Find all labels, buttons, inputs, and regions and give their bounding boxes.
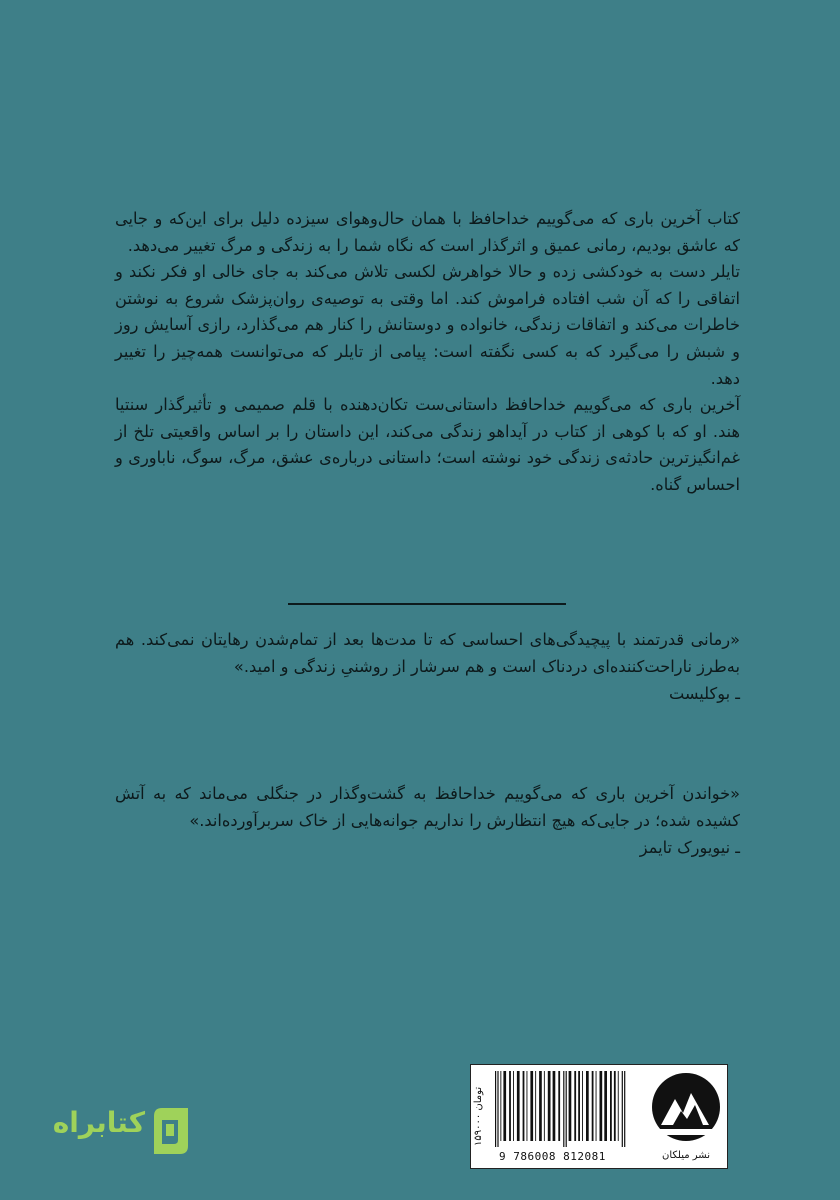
mountain-logo-icon (651, 1069, 721, 1147)
barcode-bar (500, 1071, 501, 1141)
barcode-bar (497, 1071, 498, 1147)
barcode-bar (569, 1071, 572, 1141)
barcode-bar (600, 1071, 603, 1141)
barcode-bar (530, 1071, 533, 1141)
barcode-bar (596, 1071, 597, 1141)
barcode-bar (624, 1071, 625, 1147)
barcode-bar (513, 1071, 514, 1141)
barcode-bar (604, 1071, 607, 1141)
barcode-bar (622, 1071, 623, 1147)
isbn-barcode (493, 1071, 643, 1147)
review-quote-booklist (115, 626, 740, 707)
divider-line (288, 603, 566, 605)
barcode-bar (592, 1071, 594, 1141)
barcode-bar (544, 1071, 545, 1141)
blurb-paragraph-2: تایلر دست به خودکشی زده و حالا خواهرش لکسی تلاش می‌کند به جای خالی او فکر نکند و اتفاقی را که آن شب افتاده فراموش کند. اما وقتی به توصیه‌ی روان‌پزشک شروع به نوشتن خاطرات می‌کند و اتفاقات زندگی، خانواده و دوستانش را کنار هم می‌گذارد، رازی آسایش روز و شبش را می‌گیرد که به کسی نگفته است: پیامی از تایلر که می‌توانست همه‌چیز را تغییر دهد. (115, 262, 740, 388)
barcode-panel (470, 1064, 728, 1169)
barcode-bar (527, 1071, 528, 1141)
blurb-paragraph-3: آخرین باری که می‌گوییم خداحافظ داستانی‌ست تکان‌دهنده با قلم صمیمی و تأثیرگذار سنتیا هند. او که با کوهی از کتاب در آیداهو زندگی می‌کند، این داستان را بر اساس واقعیتی تلخ از غم‌انگیزترین حادثه‌ی زندگی خود نوشته است؛ داستانی درباره‌ی عشق، مرگ، سوگ، ناباوری و احساس گناه. (115, 395, 740, 494)
ketabrah-watermark (40, 1102, 192, 1162)
back-cover-blurb (115, 206, 740, 499)
barcode-bar (548, 1071, 551, 1141)
barcode-bar (586, 1071, 589, 1141)
barcode-bar (523, 1071, 525, 1141)
barcode-bar (517, 1071, 520, 1141)
book-logo-icon (148, 1102, 194, 1158)
review-quote-nyt (115, 780, 740, 861)
barcode-bar (574, 1071, 576, 1141)
publisher-name: نشر میلکان (662, 1150, 710, 1161)
quote-source: ـ نیویورک تایمز (639, 838, 740, 857)
barcode-bar (618, 1071, 619, 1141)
barcode-bar (558, 1071, 560, 1141)
barcode-bar (614, 1071, 616, 1141)
barcode-bar (509, 1071, 511, 1141)
barcode-bar (553, 1071, 556, 1141)
barcode-bar (495, 1071, 496, 1147)
blurb-paragraph-1: کتاب آخرین باری که می‌گوییم خداحافظ با همان حال‌وهوای سیزده دلیل برای این‌که و جایی که عاشق بودیم، رمانی عمیق و اثرگذار است که نگاه شما را به زندگی و مرگ تغییر می‌دهد. (115, 209, 740, 255)
barcode-bar (503, 1071, 506, 1141)
quote-text: «رمانی قدرتمند با پیچیدگی‌های احساسی که تا مدت‌ها بعد از تمام‌شدن رهایتان نمی‌کند. هم به‌طرز ناراحت‌کننده‌ای دردناک است و هم سرشار از روشنیِ زندگی و امید.» (115, 630, 740, 676)
quote-text: «خواندن آخرین باری که می‌گوییم خداحافظ به گشت‌وگذار در جنگلی می‌ماند که به آتش کشیده شده؛ در جایی‌که هیچ انتظارش را نداریم جوانه‌هایی از خاک سربرآورده‌اند.» (115, 784, 740, 830)
brand-name: کتابراه (52, 1106, 145, 1139)
barcode-bar (535, 1071, 536, 1141)
publisher-logo (646, 1069, 726, 1166)
price-label: ۱۵۹۰۰۰ تومان (473, 1086, 484, 1147)
barcode-bar (582, 1071, 583, 1141)
barcode-bar (563, 1071, 564, 1147)
barcode-bar (539, 1071, 542, 1141)
barcode-bar (578, 1071, 580, 1141)
quote-source: ـ بوکلیست (668, 684, 740, 703)
isbn-number: 9 786008 812081 (499, 1150, 606, 1163)
barcode-bar (566, 1071, 567, 1147)
barcode-bar (610, 1071, 612, 1141)
